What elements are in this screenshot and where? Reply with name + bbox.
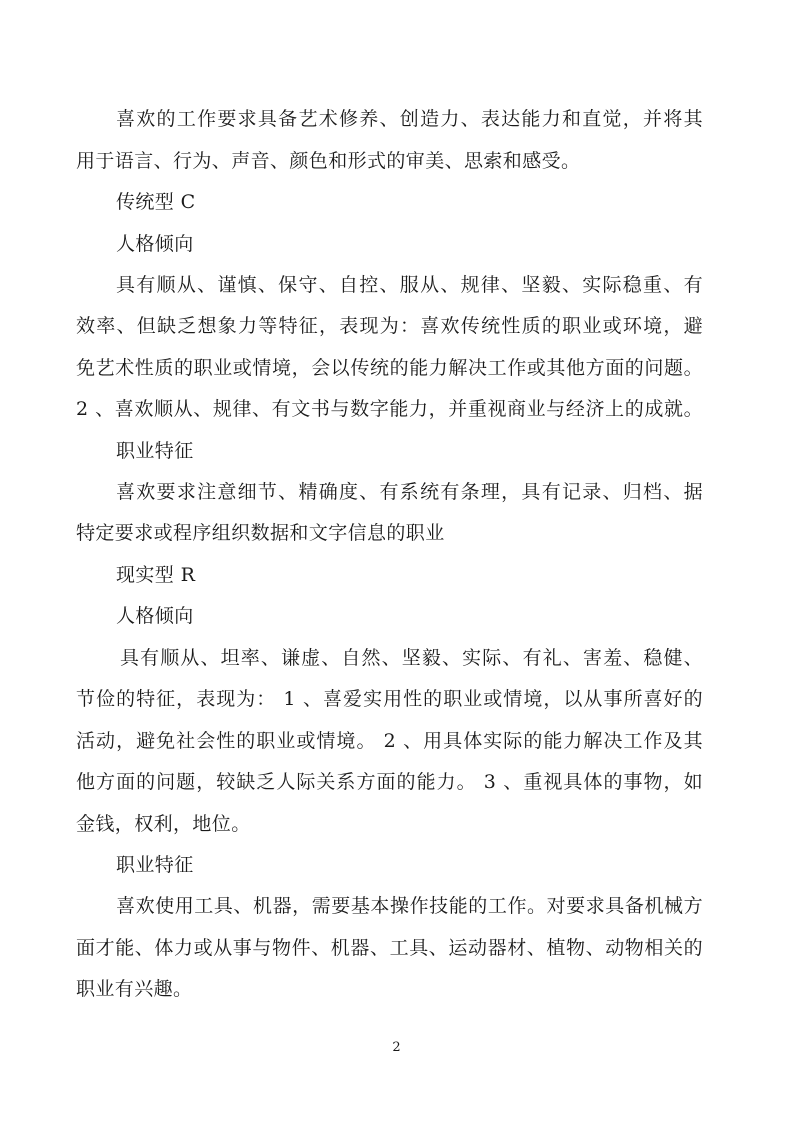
paragraph-line-22: 职业有兴趣。 xyxy=(76,978,193,1000)
paragraph-line-21: 面才能、体力或从事与物件、机器、工具、运动器材、植物、动物相关的 xyxy=(76,937,703,959)
paragraph-line-20: 喜欢使用工具、机器，需要基本操作技能的工作。对要求具备机械方 xyxy=(116,895,703,917)
paragraph-line-8: 2 、喜欢顺从、规律、有文书与数字能力，并重视商业与经济上的成就。 xyxy=(76,398,703,420)
paragraph-line-11: 特定要求或程序组织数据和文字信息的职业 xyxy=(76,522,445,544)
paragraph-line-15: 节俭的特征，表现为： 1 、喜爱实用性的职业或情境，以从事所喜好的 xyxy=(76,688,703,710)
paragraph-line-17: 他方面的问题，较缺乏人际关系方面的能力。 3 、重视具体的事物，如 xyxy=(76,771,703,793)
subheading-personality-tendency: 人格倾向 xyxy=(116,233,194,255)
section-heading-realistic: 现实型 R xyxy=(116,564,196,586)
page-number: 2 xyxy=(392,1040,401,1055)
subheading-personality-tendency-2: 人格倾向 xyxy=(116,605,194,627)
paragraph-line-1: 喜欢的工作要求具备艺术修养、创造力、表达能力和直觉，并将其 xyxy=(116,108,703,130)
subheading-career-traits-2: 职业特征 xyxy=(116,854,194,876)
paragraph-line-6: 效率、但缺乏想象力等特征，表现为：喜欢传统性质的职业或环境，避 xyxy=(76,315,703,337)
paragraph-line-14: 具有顺从、坦率、谦虚、自然、坚毅、实际、有礼、害羞、稳健、 xyxy=(120,647,703,669)
paragraph-line-2: 用于语言、行为、声音、颜色和形式的审美、思索和感受。 xyxy=(76,150,581,172)
section-heading-conventional: 传统型 C xyxy=(116,191,196,213)
paragraph-line-18: 金钱，权利，地位。 xyxy=(76,813,251,835)
paragraph-line-10: 喜欢要求注意细节、精确度、有系统有条理，具有记录、归档、据 xyxy=(116,481,703,503)
paragraph-line-5: 具有顺从、谨慎、保守、自控、服从、规律、坚毅、实际稳重、有 xyxy=(116,274,703,296)
paragraph-line-16: 活动，避免社会性的职业或情境。 2 、用具体实际的能力解决工作及其 xyxy=(76,730,703,752)
subheading-career-traits: 职业特征 xyxy=(116,440,194,462)
paragraph-line-7: 免艺术性质的职业或情境，会以传统的能力解决工作或其他方面的问题。 xyxy=(76,357,703,379)
